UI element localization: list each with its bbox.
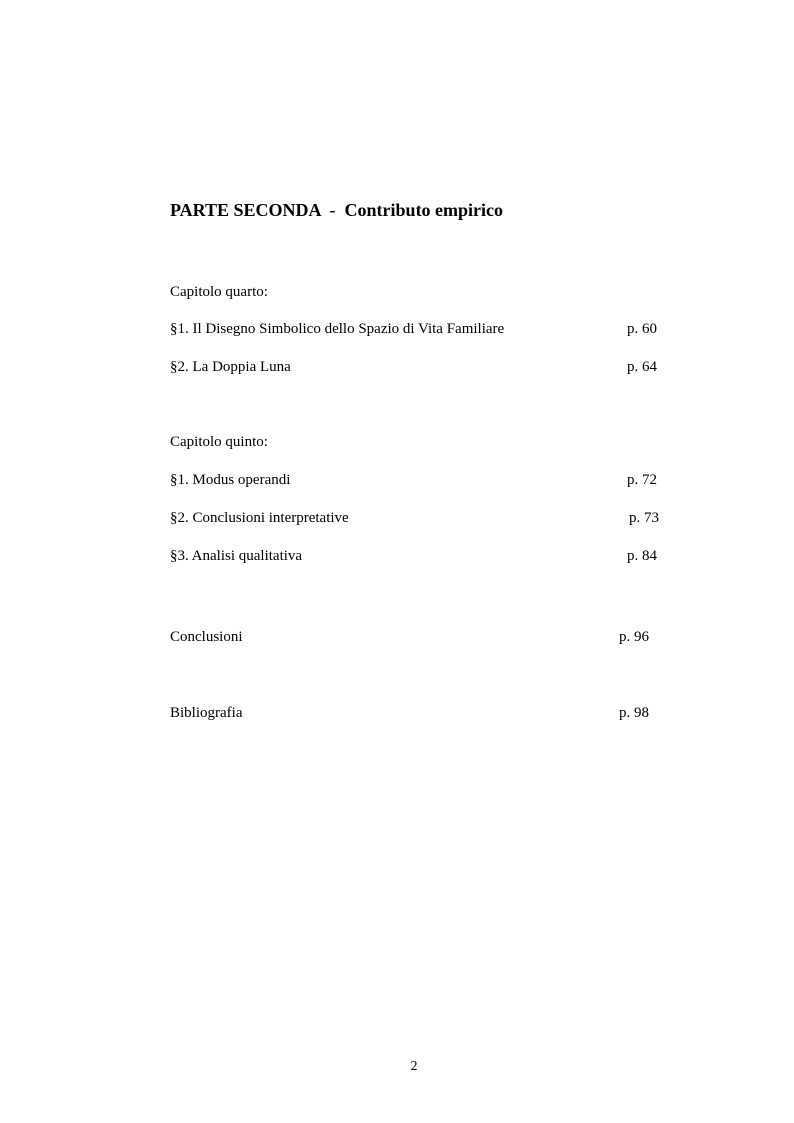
toc-entry-page: p. 60 (627, 321, 657, 337)
bibliography-page: p. 98 (619, 705, 649, 721)
toc-entry-page: p. 73 (629, 510, 659, 526)
toc-entry-page: p. 64 (627, 359, 657, 375)
toc-entry-label: §2. Conclusioni interpretative (170, 510, 349, 526)
toc-entry-label: §2. La Doppia Luna (170, 359, 291, 375)
conclusions-label: Conclusioni (170, 629, 243, 645)
toc-entry-label: §1. Il Disegno Simbolico dello Spazio di Vita Familiare (170, 321, 505, 337)
conclusions-page: p. 96 (619, 629, 649, 645)
bibliography-label: Bibliografia (170, 705, 243, 721)
toc-entry-label: §1. Modus operandi (170, 472, 291, 488)
chapter-4-heading: Capitolo quarto: (170, 284, 268, 300)
toc-entry-page: p. 84 (627, 548, 657, 564)
page-number: 2 (410, 1059, 418, 1074)
toc-entry-page: p. 72 (627, 472, 657, 488)
chapter-5-heading: Capitolo quinto: (170, 434, 268, 450)
toc-entry-label: §3. Analisi qualitativa (170, 548, 303, 564)
part-title: PARTE SECONDA - Contributo empirico (170, 200, 504, 220)
